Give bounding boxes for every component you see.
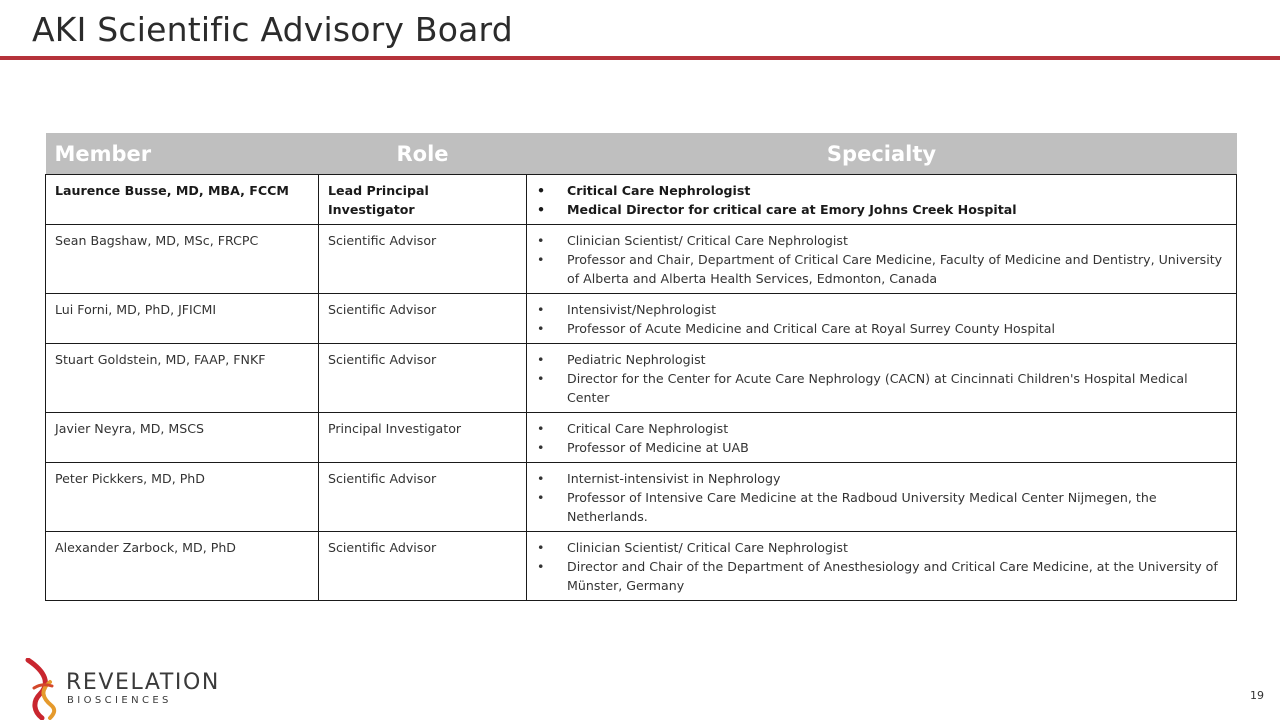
title-divider: [0, 56, 1280, 60]
member-role: Scientific Advisor: [319, 463, 527, 532]
column-header-member: Member: [46, 133, 319, 175]
specialty-item: [537, 200, 1226, 219]
specialty-text: Pediatric Nephrologist: [567, 352, 706, 367]
member-name: Laurence Busse, MD, MBA, FCCM: [46, 175, 319, 225]
specialty-list: [537, 469, 1226, 526]
member-specialty: [527, 463, 1237, 532]
page-number: 19: [1250, 689, 1264, 702]
specialty-item: [537, 300, 1226, 319]
specialty-text: Critical Care Nephrologist: [567, 183, 751, 198]
bullet-icon: •: [537, 252, 545, 267]
member-specialty: [527, 225, 1237, 294]
member-specialty: [527, 344, 1237, 413]
bullet-icon: •: [537, 321, 545, 336]
bullet-icon: •: [537, 540, 545, 555]
bullet-icon: •: [537, 559, 545, 574]
specialty-text: Professor of Intensive Care Medicine at the Radboud University Medical Center Nijmegen, the Netherlands.: [567, 490, 1157, 524]
member-role: Principal Investigator: [319, 413, 527, 463]
member-name: Peter Pickkers, MD, PhD: [46, 463, 319, 532]
member-name: Sean Bagshaw, MD, MSc, FRCPC: [46, 225, 319, 294]
specialty-list: [537, 231, 1226, 288]
specialty-list: [537, 181, 1226, 219]
specialty-list: [537, 538, 1226, 595]
table-row: [46, 413, 1237, 463]
advisory-board-table: [45, 133, 1237, 601]
specialty-text: Critical Care Nephrologist: [567, 421, 729, 436]
bullet-icon: •: [537, 233, 545, 248]
slide-title: AKI Scientific Advisory Board: [32, 10, 513, 49]
table-row: [46, 294, 1237, 344]
specialty-item: [537, 231, 1226, 250]
specialty-item: [537, 488, 1226, 526]
logo-wordmark: REVELATION: [66, 670, 220, 695]
table-body: [46, 175, 1237, 601]
table-row: [46, 225, 1237, 294]
member-role: Scientific Advisor: [319, 344, 527, 413]
specialty-item: [537, 319, 1226, 338]
bullet-icon: •: [537, 490, 545, 505]
specialty-text: Internist-intensivist in Nephrology: [567, 471, 781, 486]
bullet-icon: •: [537, 202, 546, 217]
specialty-item: [537, 181, 1226, 200]
specialty-text: Clinician Scientist/ Critical Care Nephrologist: [567, 540, 848, 555]
column-header-specialty: Specialty: [527, 133, 1237, 175]
specialty-text: Medical Director for critical care at Emory Johns Creek Hospital: [567, 202, 1017, 217]
member-specialty: [527, 413, 1237, 463]
logo-subtitle: BIOSCIENCES: [67, 695, 172, 706]
member-name: Lui Forni, MD, PhD, JFICMI: [46, 294, 319, 344]
helix-logo-icon: [24, 658, 64, 720]
member-specialty: [527, 175, 1237, 225]
bullet-icon: •: [537, 421, 545, 436]
specialty-item: [537, 369, 1226, 407]
specialty-text: Director and Chair of the Department of Anesthesiology and Critical Care Medicine, at the University of Münster, Germany: [567, 559, 1218, 593]
bullet-icon: •: [537, 302, 545, 317]
specialty-item: [537, 557, 1226, 595]
table-row: [46, 175, 1237, 225]
company-logo: [24, 658, 224, 720]
specialty-list: [537, 419, 1226, 457]
specialty-item: [537, 438, 1226, 457]
table-row: [46, 344, 1237, 413]
member-role: Scientific Advisor: [319, 225, 527, 294]
specialty-item: [537, 538, 1226, 557]
specialty-list: [537, 300, 1226, 338]
column-header-role: Role: [319, 133, 527, 175]
specialty-list: [537, 350, 1226, 407]
specialty-text: Professor of Acute Medicine and Critical Care at Royal Surrey County Hospital: [567, 321, 1055, 336]
member-name: Alexander Zarbock, MD, PhD: [46, 532, 319, 601]
member-role: Scientific Advisor: [319, 294, 527, 344]
member-role: Scientific Advisor: [319, 532, 527, 601]
member-name: Stuart Goldstein, MD, FAAP, FNKF: [46, 344, 319, 413]
table-row: [46, 463, 1237, 532]
specialty-item: [537, 350, 1226, 369]
specialty-text: Director for the Center for Acute Care Nephrology (CACN) at Cincinnati Children's Hospital Medical Center: [567, 371, 1188, 405]
specialty-item: [537, 469, 1226, 488]
member-role: Lead Principal Investigator: [319, 175, 527, 225]
bullet-icon: •: [537, 183, 546, 198]
table-row: [46, 532, 1237, 601]
bullet-icon: •: [537, 471, 545, 486]
member-name: Javier Neyra, MD, MSCS: [46, 413, 319, 463]
specialty-text: Professor and Chair, Department of Critical Care Medicine, Faculty of Medicine and Dentistry, University of Alberta and Alberta Health Services, Edmonton, Canada: [567, 252, 1223, 286]
specialty-text: Clinician Scientist/ Critical Care Nephrologist: [567, 233, 848, 248]
bullet-icon: •: [537, 371, 545, 386]
specialty-text: Intensivist/Nephrologist: [567, 302, 717, 317]
bullet-icon: •: [537, 440, 545, 455]
specialty-item: [537, 250, 1226, 288]
specialty-item: [537, 419, 1226, 438]
member-specialty: [527, 532, 1237, 601]
bullet-icon: •: [537, 352, 545, 367]
member-specialty: [527, 294, 1237, 344]
table-header-row: [46, 133, 1237, 175]
specialty-text: Professor of Medicine at UAB: [567, 440, 749, 455]
